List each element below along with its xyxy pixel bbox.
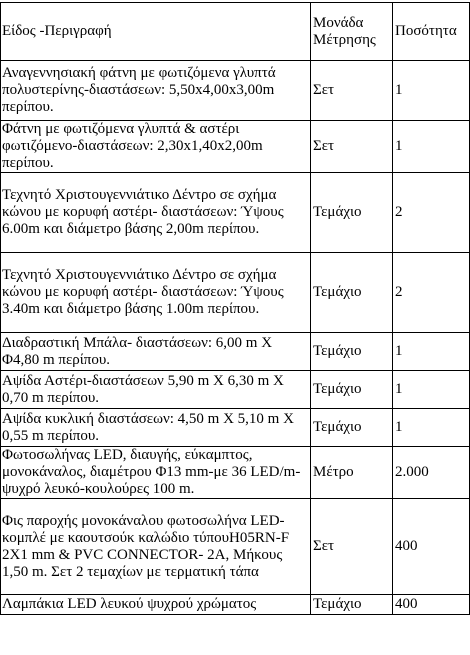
items-table bbox=[0, 2, 470, 615]
table-row bbox=[1, 595, 470, 615]
row-unit: Τεμάχιο bbox=[311, 173, 393, 253]
row-description: Τεχνητό Χριστουγεννιάτικο Δέντρο σε σχήμα κώνου με κορυφή αστέρι- διαστάσεων: Ύψους 6.00m και διάμετρο βάσης 2,00m περίπου. bbox=[1, 173, 311, 253]
row-quantity: 400 bbox=[393, 499, 470, 595]
row-unit: Μέτρο bbox=[311, 447, 393, 499]
row-unit: Σετ bbox=[311, 61, 393, 121]
table-row bbox=[1, 499, 470, 595]
row-description: Αψίδα Αστέρι-διαστάσεων 5,90 m Χ 6,30 m Χ 0,70 m περίπου. bbox=[1, 371, 311, 409]
row-description: Τεχνητό Χριστουγεννιάτικο Δέντρο σε σχήμα κώνου με κορυφή αστέρι- διαστάσεων: Ύψους 3.40m και διάμετρο βάσης 1.00m περίπου. bbox=[1, 253, 311, 333]
row-quantity: 2 bbox=[393, 253, 470, 333]
row-unit: Τεμάχιο bbox=[311, 371, 393, 409]
table-row bbox=[1, 409, 470, 447]
row-quantity: 2 bbox=[393, 173, 470, 253]
row-unit: Τεμάχιο bbox=[311, 409, 393, 447]
header-unit: Μονάδα Μέτρησης bbox=[311, 3, 393, 61]
table-row bbox=[1, 447, 470, 499]
header-quantity: Ποσότητα bbox=[393, 3, 470, 61]
row-unit: Σετ bbox=[311, 499, 393, 595]
row-quantity: 2.000 bbox=[393, 447, 470, 499]
row-unit: Τεμάχιο bbox=[311, 333, 393, 371]
table-row bbox=[1, 371, 470, 409]
row-description: Φις παροχής μονοκάναλου φωτοσωλήνα LED-κομπλέ με καουτσούκ καλώδιο τύπουH05RN-F 2X1 mm & PVC CONNECTOR- 2A, Μήκους 1,50 m. Σετ 2 τεμαχίων με τερματική τάπα bbox=[1, 499, 311, 595]
row-description: Λαμπάκια LED λευκού ψυχρού χρώματος bbox=[1, 595, 311, 615]
row-description: Αψίδα κυκλική διαστάσεων: 4,50 m Χ 5,10 m Χ 0,55 m περίπου. bbox=[1, 409, 311, 447]
header-description: Είδος -Περιγραφή bbox=[1, 3, 311, 61]
row-quantity: 1 bbox=[393, 121, 470, 173]
table-row bbox=[1, 253, 470, 333]
table-row bbox=[1, 121, 470, 173]
table-header-row bbox=[1, 3, 470, 61]
row-unit: Τεμάχιο bbox=[311, 253, 393, 333]
row-description: Φάτνη με φωτιζόμενα γλυπτά & αστέρι φωτιζόμενο-διαστάσεων: 2,30x1,40x2,00m περίπου. bbox=[1, 121, 311, 173]
row-description: Αναγεννησιακή φάτνη με φωτιζόμενα γλυπτά πολυστερίνης-διαστάσεων: 5,50x4,00x3,00m περίπου. bbox=[1, 61, 311, 121]
row-description: Φωτοσωλήνας LED, διαυγής, εύκαμπτος, μονοκάναλος, διαμέτρου Φ13 mm-με 36 LED/m-ψυχρό λευκό-κουλούρες 100 m. bbox=[1, 447, 311, 499]
row-description: Διαδραστική Μπάλα- διαστάσεων: 6,00 m Χ Φ4,80 m περίπου. bbox=[1, 333, 311, 371]
row-quantity: 1 bbox=[393, 409, 470, 447]
table-row bbox=[1, 173, 470, 253]
row-quantity: 1 bbox=[393, 61, 470, 121]
row-quantity: 400 bbox=[393, 595, 470, 615]
row-unit: Τεμάχιο bbox=[311, 595, 393, 615]
table-row bbox=[1, 333, 470, 371]
table-row bbox=[1, 61, 470, 121]
row-quantity: 1 bbox=[393, 333, 470, 371]
row-unit: Σετ bbox=[311, 121, 393, 173]
row-quantity: 1 bbox=[393, 371, 470, 409]
